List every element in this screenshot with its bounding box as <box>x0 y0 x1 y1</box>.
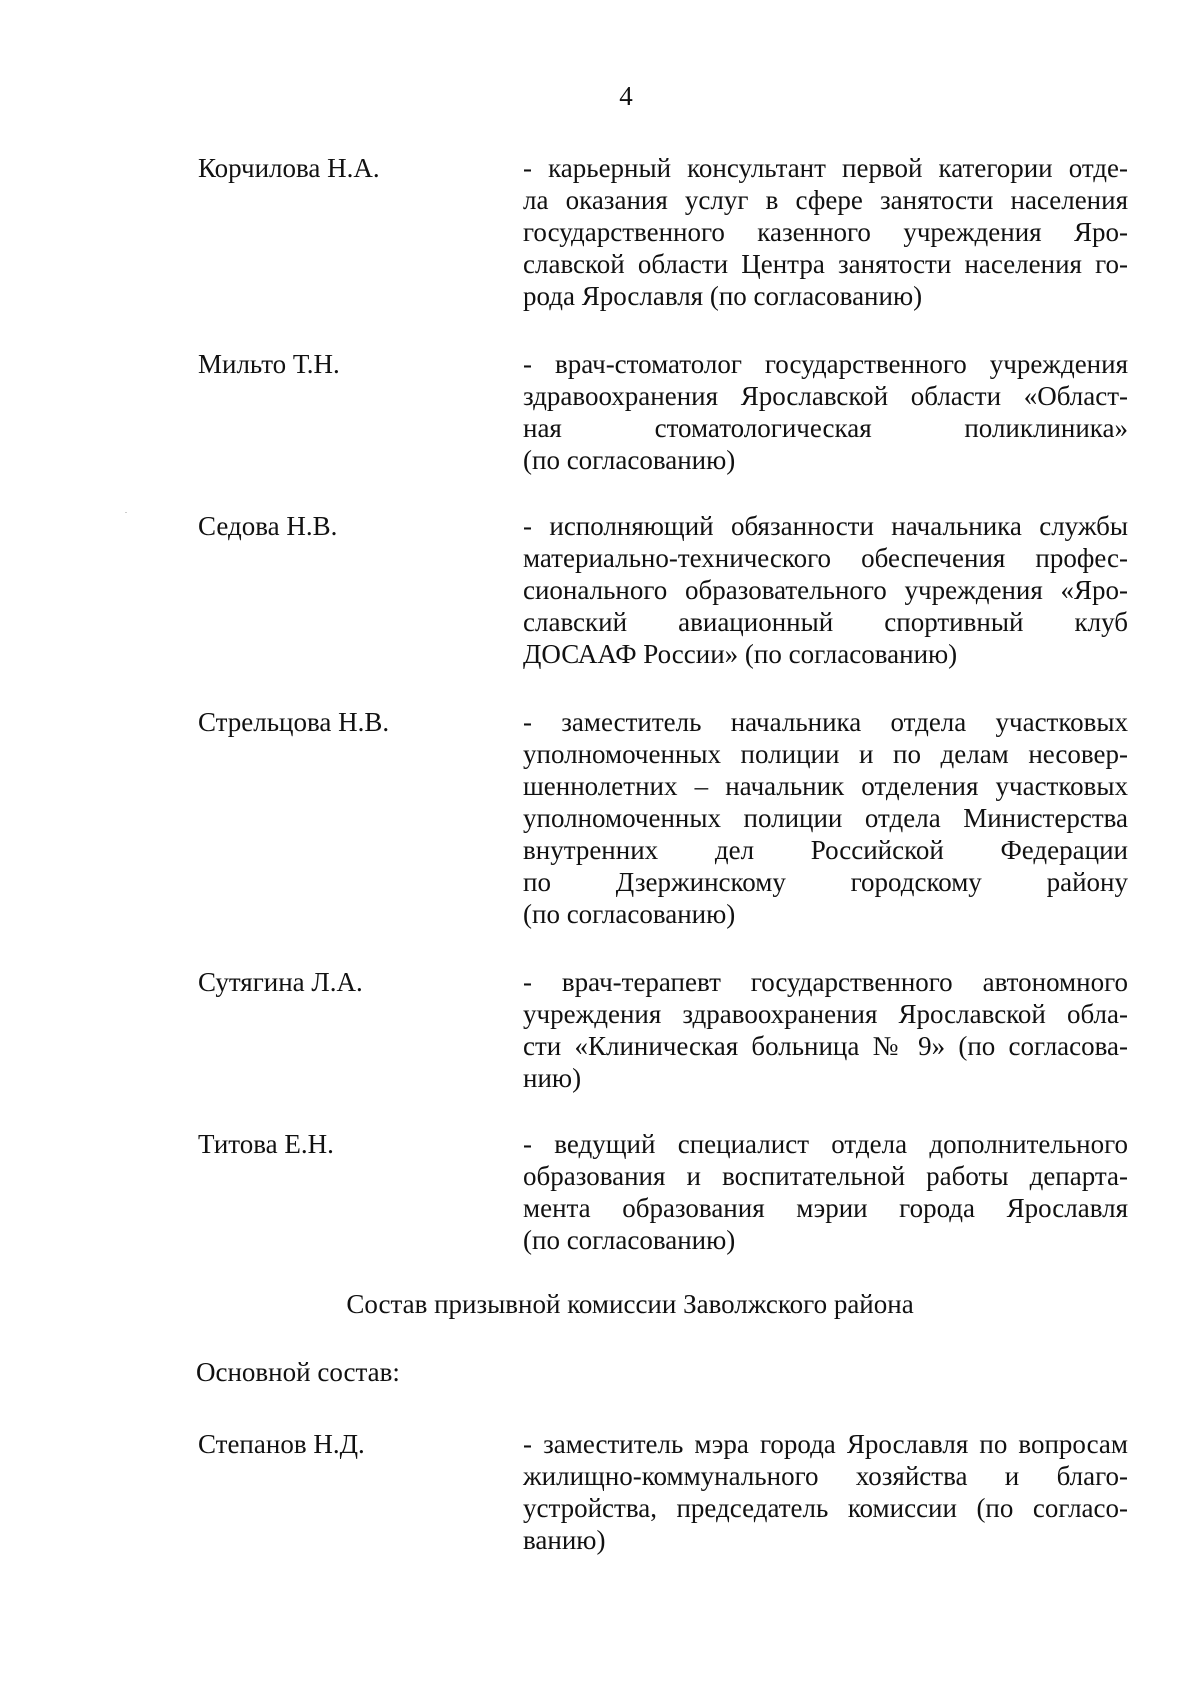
member-description <box>523 348 1128 476</box>
description-line: славский авиационный спортивный клуб <box>523 607 1128 637</box>
member-description <box>523 1128 1128 1256</box>
description-line: устройства, председатель комиссии (по согласо- <box>523 1493 1128 1523</box>
description-line: ная стоматологическая поликлиника» <box>523 413 1128 443</box>
description-line: внутренних дел Российской Федерации <box>523 835 1128 865</box>
description-line: материально-технического обеспечения профес- <box>523 543 1128 573</box>
description-line: сти «Клиническая больница № 9» (по согласова- <box>523 1031 1128 1061</box>
subheading-main-composition: Основной состав: <box>196 1357 400 1387</box>
description-line: - врач-терапевт государственного автономного <box>523 967 1128 997</box>
description-line: славской области Центра занятости населения го- <box>523 249 1128 279</box>
description-line: здравоохранения Ярославской области «Област- <box>523 381 1128 411</box>
description-line: ДОСААФ России» (по согласованию) <box>523 639 958 669</box>
description-line: жилищно-коммунального хозяйства и благо- <box>523 1461 1128 1491</box>
description-line: (по согласованию) <box>523 445 736 475</box>
member-description <box>523 510 1128 670</box>
member-name: Седова Н.В. <box>198 511 338 541</box>
member-name: Степанов Н.Д. <box>198 1429 365 1459</box>
member-description <box>523 706 1128 930</box>
description-line: сионального образовательного учреждения «Яро- <box>523 575 1128 605</box>
description-line: мента образования мэрии города Ярославля <box>523 1193 1128 1223</box>
description-line: рода Ярославля (по согласованию) <box>523 281 923 311</box>
page-number: 4 <box>619 81 633 111</box>
member-name: Корчилова Н.А. <box>198 153 380 183</box>
member-name: Мильто Т.Н. <box>198 349 340 379</box>
description-line: (по согласованию) <box>523 899 736 929</box>
description-line: уполномоченных полиции и по делам несовер- <box>523 739 1128 769</box>
description-line: нию) <box>523 1063 582 1093</box>
description-line: - заместитель начальника отдела участковых <box>523 707 1128 737</box>
member-description <box>523 1428 1128 1556</box>
description-line: - заместитель мэра города Ярославля по вопросам <box>523 1429 1128 1459</box>
description-line: по Дзержинскому городскому району <box>523 867 1128 897</box>
member-name: Сутягина Л.А. <box>198 967 363 997</box>
description-line: - исполняющий обязанности начальника службы <box>523 511 1128 541</box>
description-line: образования и воспитательной работы департа- <box>523 1161 1128 1191</box>
description-line: ванию) <box>523 1525 606 1555</box>
member-name: Титова Е.Н. <box>198 1129 334 1159</box>
member-description <box>523 152 1128 312</box>
description-line: государственного казенного учреждения Яро- <box>523 217 1128 247</box>
description-line: - карьерный консультант первой категории отде- <box>523 153 1128 183</box>
description-line: шеннолетних – начальник отделения участковых <box>523 771 1128 801</box>
description-line: (по согласованию) <box>523 1225 736 1255</box>
description-line: - ведущий специалист отдела дополнительного <box>523 1129 1128 1159</box>
scan-mark <box>125 512 127 513</box>
member-description <box>523 966 1128 1094</box>
description-line: уполномоченных полиции отдела Министерства <box>523 803 1128 833</box>
description-line: ла оказания услуг в сфере занятости населения <box>523 185 1128 215</box>
section-title: Состав призывной комиссии Заволжского района <box>346 1289 914 1319</box>
member-name: Стрельцова Н.В. <box>198 707 390 737</box>
description-line: - врач-стоматолог государственного учреждения <box>523 349 1128 379</box>
description-line: учреждения здравоохранения Ярославской обла- <box>523 999 1128 1029</box>
